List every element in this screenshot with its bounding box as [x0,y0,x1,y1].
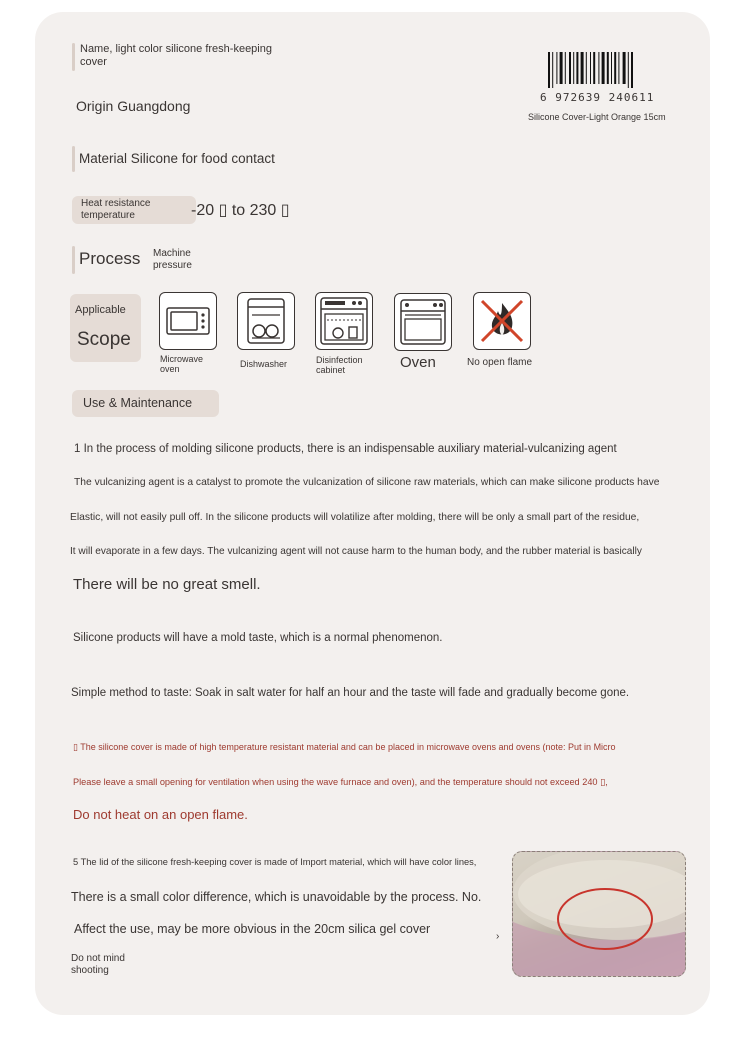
paragraph-1-line-1: 1 In the process of molding silicone products, there is an indispensable auxiliary material-vulcanizing agent [74,443,617,455]
product-name: Name, light color silicone fresh-keeping cover [80,43,272,68]
no-open-flame-icon [473,292,531,350]
scope-label-dishwasher: Dishwasher [240,359,288,369]
disinfection-cabinet-icon [315,292,373,350]
origin-text: Origin Guangdong [76,98,191,114]
paragraph-3-line-3: Do not heat on an open flame. [73,807,248,822]
barcode-bars-icon [540,52,664,88]
material-text: Material Silicone for food contact [79,151,275,166]
accent-bar [72,43,75,71]
heat-resistance-value: -20 ▯ to 230 ▯ [191,202,290,219]
paragraph-4-line-2: There is a small color difference, which is unavoidable by the process. No. [71,890,482,904]
dishwasher-icon [237,292,295,350]
oven-icon [394,293,452,351]
accent-bar [72,146,75,172]
lid-color-line-photo [512,851,686,977]
paragraph-1-line-2: The vulcanizing agent is a catalyst to promote the vulcanization of silicone raw materials, which can make silicone products have [74,477,660,488]
barcode [540,52,664,104]
process-label: Process [79,249,141,268]
use-maintenance-heading: Use & Maintenance [83,396,193,410]
barcode-number: 6 972639 240611 [540,91,655,104]
accent-bar [72,246,75,274]
paragraph-2-line-1: Silicone products will have a mold taste, which is a normal phenomenon. [73,632,443,644]
paragraph-4-line-3: Affect the use, may be more obvious in the 20cm silica gel cover [74,922,431,936]
paragraph-3-line-2: Please leave a small opening for ventilation when using the wave furnace and oven), and the temperature should not exceed 240 ▯, [73,777,608,787]
scope-label-disinfection: Disinfection cabinet [316,355,363,375]
scope-label-no-flame: No open flame [467,357,533,368]
heat-resistance-label: Heat resistance temperature [81,198,151,221]
scope-label-top: Applicable [75,304,126,316]
microwave-icon [159,292,217,350]
paragraph-3-line-1: ▯ The silicone cover is made of high temperature resistant material and can be placed in microwave ovens and ovens (note: Put in Micro [73,742,616,752]
scope-label-oven: Oven [400,354,436,371]
paragraph-1-line-5: There will be no great smell. [73,576,261,593]
chevron-right-icon: › [496,931,500,942]
scope-label-main: Scope [77,329,131,350]
photo-caption: Do not mind shooting [71,953,125,976]
paragraph-1-line-3: Elastic, will not easily pull off. In the silicone products will volatilize after molding, there will be only a small part of the residue, [70,512,640,523]
barcode-caption: Silicone Cover-Light Orange 15cm [528,112,666,122]
scope-label-microwave: Microwave oven [160,354,204,374]
paragraph-1-line-4: It will evaporate in a few days. The vulcanizing agent will not cause harm to the human body, and the rubber material is basically [70,546,642,557]
paragraph-2-line-2: Simple method to taste: Soak in salt water for half an hour and the taste will fade and gradually become gone. [71,687,630,699]
paragraph-4-line-1: 5 The lid of the silicone fresh-keeping cover is made of Import material, which will have color lines, [73,857,477,867]
process-value: Machine pressure [153,248,192,271]
